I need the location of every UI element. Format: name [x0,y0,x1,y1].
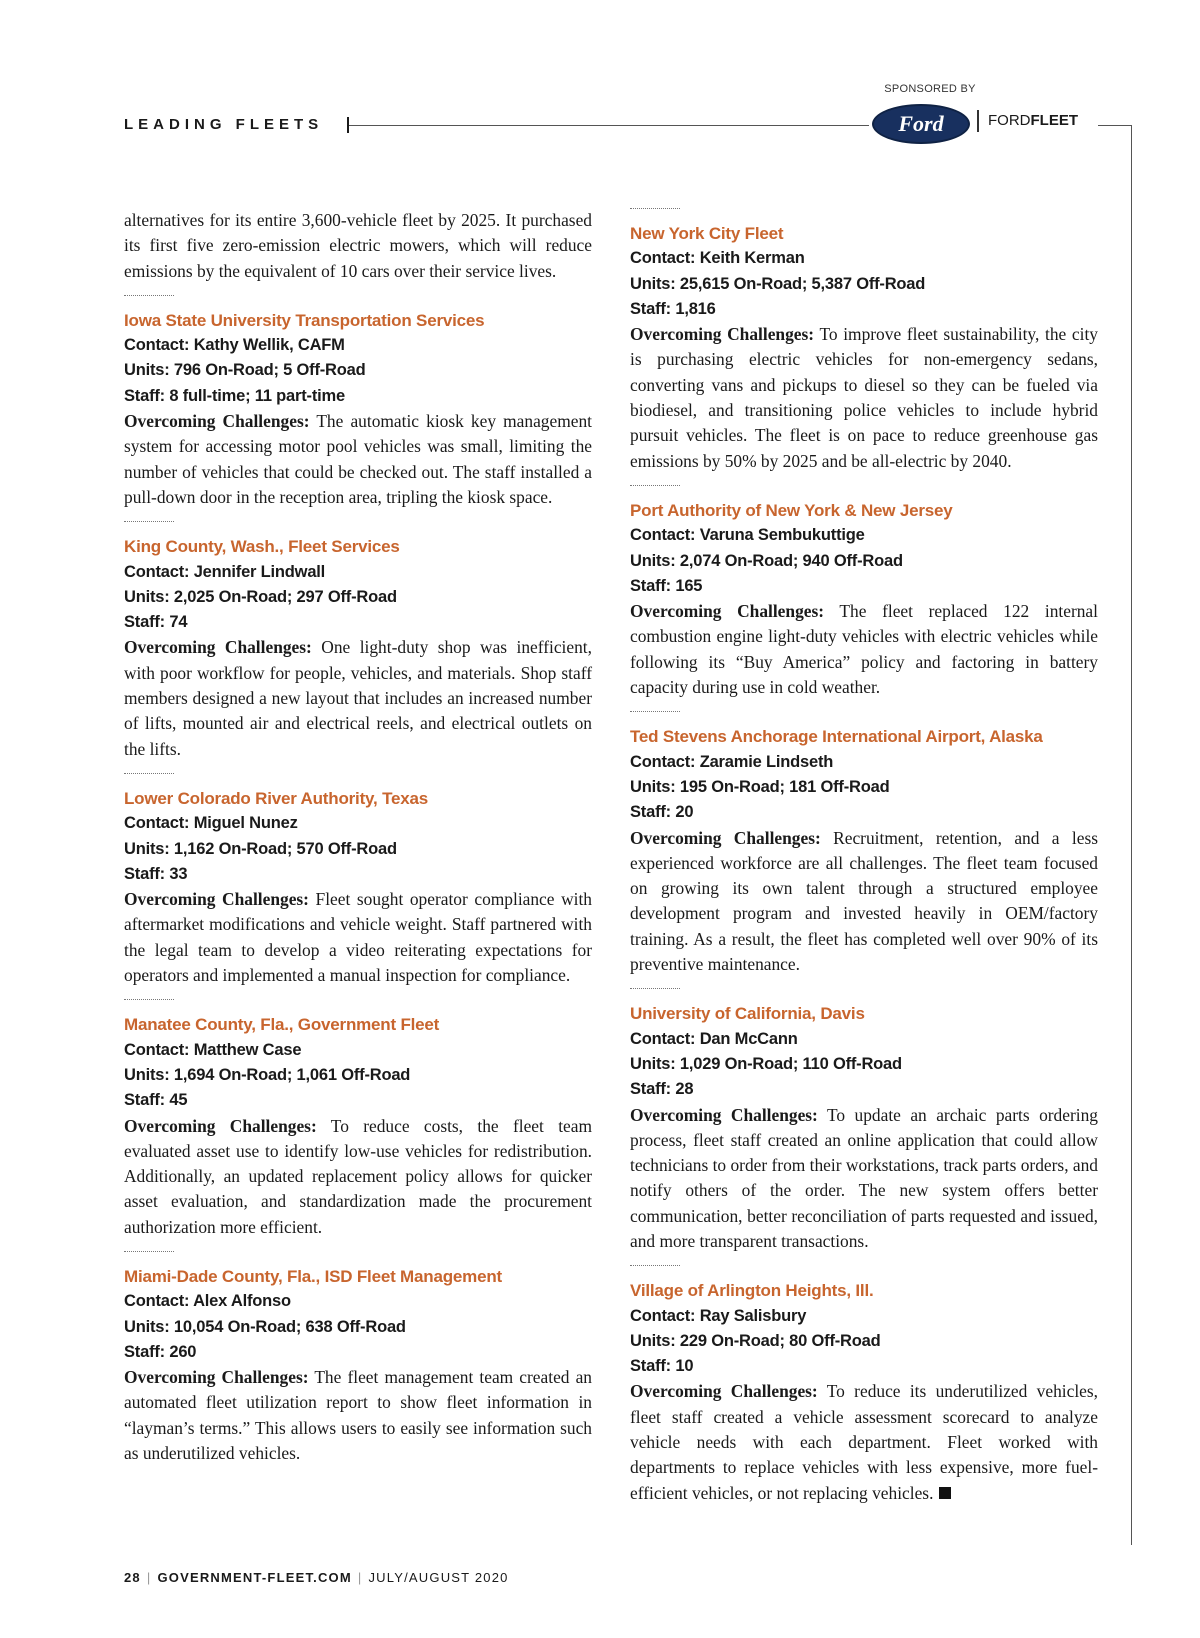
entry-title: Village of Arlington Heights, Ill. [630,1281,874,1301]
footer-issue: JULY/AUGUST 2020 [368,1570,509,1585]
ford-fleet-wordmark [988,112,1078,129]
entry-challenges [630,322,1098,474]
fleet-entry [630,221,1098,474]
entry-contact: Contact: Alex Alfonso [124,1292,291,1311]
entry-units: Units: 796 On-Road; 5 Off-Road [124,361,366,380]
ford-logo [872,104,970,144]
entry-staff: Staff: 260 [124,1342,197,1361]
challenges-text: The fleet replaced 122 internal combustion engine light-duty vehicles with electric vehicles while following its “Buy America” policy and factoring in battery capacity during use in cold weather. [630,601,1098,698]
challenges-text: To reduce its underutilized vehicles, fleet staff created a vehicle assessment scorecard to analyze vehicle needs with each department. Fleet worked with departments to replace vehicles with less expensive, more fuel-efficient vehicles, or not replacing vehicles. [630,1381,1098,1503]
entry-title: Miami-Dade County, Fla., ISD Fleet Management [124,1266,502,1286]
entry-separator [124,1251,174,1252]
challenges-label: Overcoming Challenges: [630,1104,818,1125]
fleet-entry [124,786,592,988]
challenges-text: Fleet sought operator compliance with aftermarket modifications and vehicle weight. Staff partnered with the legal team to develop a video reiterating expectations for operators and implemented a manual inspection for compliance. [124,889,592,986]
challenges-label: Overcoming Challenges: [124,1115,317,1136]
fleet-entry [630,1278,1098,1506]
challenges-text: To reduce costs, the fleet team evaluated asset use to identify low-use vehicles for redistribution. Additionally, an updated replacement policy allows for quicker asset evaluation, and standardization made the procurement authorization more efficient. [124,1115,592,1237]
entry-staff: Staff: 74 [124,613,188,632]
entry-units: Units: 229 On-Road; 80 Off-Road [630,1331,881,1350]
challenges-label: Overcoming Challenges: [124,411,310,432]
entry-challenges [630,826,1098,978]
right-rule-top [1098,125,1132,126]
footer-site: GOVERNMENT-FLEET.COM [157,1570,352,1585]
entry-challenges [630,1379,1098,1505]
challenges-label: Overcoming Challenges: [630,601,825,622]
entry-challenges [124,635,592,761]
header-rule [349,125,869,126]
entry-staff: Staff: 8 full-time; 11 part-time [124,386,345,405]
sponsored-by-label: SPONSORED BY [884,83,976,95]
challenges-label: Overcoming Challenges: [630,827,821,848]
entry-title: Iowa State University Transportation Services [124,310,485,330]
intro-paragraph: alternatives for its entire 3,600-vehicle fleet by 2025. It purchased its first five zero-emission electric mowers, which will reduce emissions by the equivalent of 10 cars over their service lives. [124,210,592,281]
ford-fleet-prefix: FORD [988,112,1031,129]
right-rule-vertical [1131,125,1132,1545]
fleet-entry [630,1001,1098,1254]
entry-title: Port Authority of New York & New Jersey [630,500,953,520]
challenges-label: Overcoming Challenges: [630,324,815,345]
sponsor-divider [977,110,979,132]
entry-challenges [630,1103,1098,1255]
fleet-entry [124,534,592,762]
entry-separator [124,773,174,774]
footer-divider: | [146,1570,152,1585]
entry-challenges [124,409,592,510]
entry-challenges [124,887,592,988]
entry-challenges [630,599,1098,700]
entry-title: Manatee County, Fla., Government Fleet [124,1015,440,1035]
right-column [630,208,1098,1506]
challenges-label: Overcoming Challenges: [630,1381,818,1402]
challenges-label: Overcoming Challenges: [124,637,312,658]
challenges-text: To improve fleet sustainability, the city is purchasing electric vehicles for non-emergency sedans, converting vans and pickups to diesel so they can be fueled via biodiesel, and transitioning police vehicles to include hybrid pursuit vehicles. The fleet is on pace to reduce greenhouse gas emissions by 50% by 2025 and be all-electric by 2040. [630,324,1098,471]
page-number: 28 [124,1570,141,1585]
challenges-text: Recruitment, retention, and a less experienced workforce are all challenges. The fleet team focused on growing its own talent through a structured employee development program and invested heavily in OEM/factory training. As a result, the fleet has completed well over 90% of its preventive maintenance. [630,827,1098,975]
fleet-entry [630,498,1098,700]
entry-contact: Contact: Matthew Case [124,1040,302,1059]
challenges-text: The automatic kiosk key management system for accessing motor pool vehicles was small, limiting the number of vehicles that could be checked out. The staff installed a pull-down door in the reception area, tripling the kiosk space. [124,411,592,507]
entry-separator [630,988,680,989]
entry-title: Lower Colorado River Authority, Texas [124,788,429,808]
entry-units: Units: 2,025 On-Road; 297 Off-Road [124,587,397,606]
entry-separator [124,521,174,522]
fleet-entry [124,1264,592,1466]
entry-contact: Contact: Zaramie Lindseth [630,752,834,771]
challenges-label: Overcoming Challenges: [124,1367,309,1388]
ford-fleet-bold: FLEET [1030,112,1078,129]
entry-contact: Contact: Miguel Nunez [124,814,298,833]
entry-contact: Contact: Kathy Wellik, CAFM [124,336,345,355]
fleet-entry [630,724,1098,977]
entry-title: New York City Fleet [630,224,784,243]
entry-units: Units: 1,162 On-Road; 570 Off-Road [124,839,397,858]
entry-separator [630,208,680,209]
entry-units: Units: 25,615 On-Road; 5,387 Off-Road [630,274,926,293]
entry-separator [630,485,680,486]
entry-title: King County, Wash., Fleet Services [124,537,400,557]
entry-units: Units: 10,054 On-Road; 638 Off-Road [124,1317,406,1336]
entry-title: University of California, Davis [630,1004,865,1024]
entry-challenges [124,1365,592,1466]
entry-staff: Staff: 28 [630,1080,694,1099]
fleet-entry [124,308,592,510]
fleet-entry [124,1012,592,1240]
entry-title: Ted Stevens Anchorage International Airport, Alaska [630,727,1043,747]
entry-contact: Contact: Varuna Sembukuttige [630,526,865,545]
left-column [124,208,592,1466]
entry-units: Units: 195 On-Road; 181 Off-Road [630,777,890,796]
entry-units: Units: 1,694 On-Road; 1,061 Off-Road [124,1065,411,1084]
entry-challenges [124,1114,592,1240]
entry-staff: Staff: 33 [124,864,188,883]
entry-staff: Staff: 45 [124,1091,188,1110]
page-footer [124,1570,509,1585]
entry-staff: Staff: 1,816 [630,299,716,318]
challenges-text: The fleet management team created an automated fleet utilization report to show fleet information in “layman’s terms.” This allows users to easily see information such as underutilized vehicles. [124,1367,593,1464]
entry-separator [630,711,680,712]
entry-separator [124,999,174,1000]
section-label: LEADING FLEETS [124,116,324,133]
entry-staff: Staff: 10 [630,1357,694,1376]
entry-staff: Staff: 165 [630,576,703,595]
entry-contact: Contact: Ray Salisbury [630,1306,807,1325]
entry-units: Units: 1,029 On-Road; 110 Off-Road [630,1054,902,1073]
footer-divider: | [357,1570,363,1585]
entry-contact: Contact: Keith Kerman [630,249,805,268]
end-of-article-mark [939,1487,951,1499]
entry-contact: Contact: Jennifer Lindwall [124,562,326,581]
challenges-text: To update an archaic parts ordering process, fleet staff created an online application that could allow technicians to order from their workstations, track parts orders, and notify others of the order. The new system offers better communication, better reconciliation of parts requested and issued, and more transparent transactions. [630,1104,1098,1251]
entry-separator [124,295,174,296]
entry-units: Units: 2,074 On-Road; 940 Off-Road [630,551,903,570]
entry-staff: Staff: 20 [630,803,694,822]
entry-contact: Contact: Dan McCann [630,1029,798,1048]
challenges-text: One light-duty shop was inefficient, with poor workflow for people, vehicles, and materials. Shop staff members designed a new layout that includes an increased number of lifts, mounted air and electrical reels, and electrical outlets on the lifts. [124,637,592,759]
entry-separator [630,1265,680,1266]
challenges-label: Overcoming Challenges: [124,889,309,910]
ford-logo-text: Ford [898,111,944,136]
